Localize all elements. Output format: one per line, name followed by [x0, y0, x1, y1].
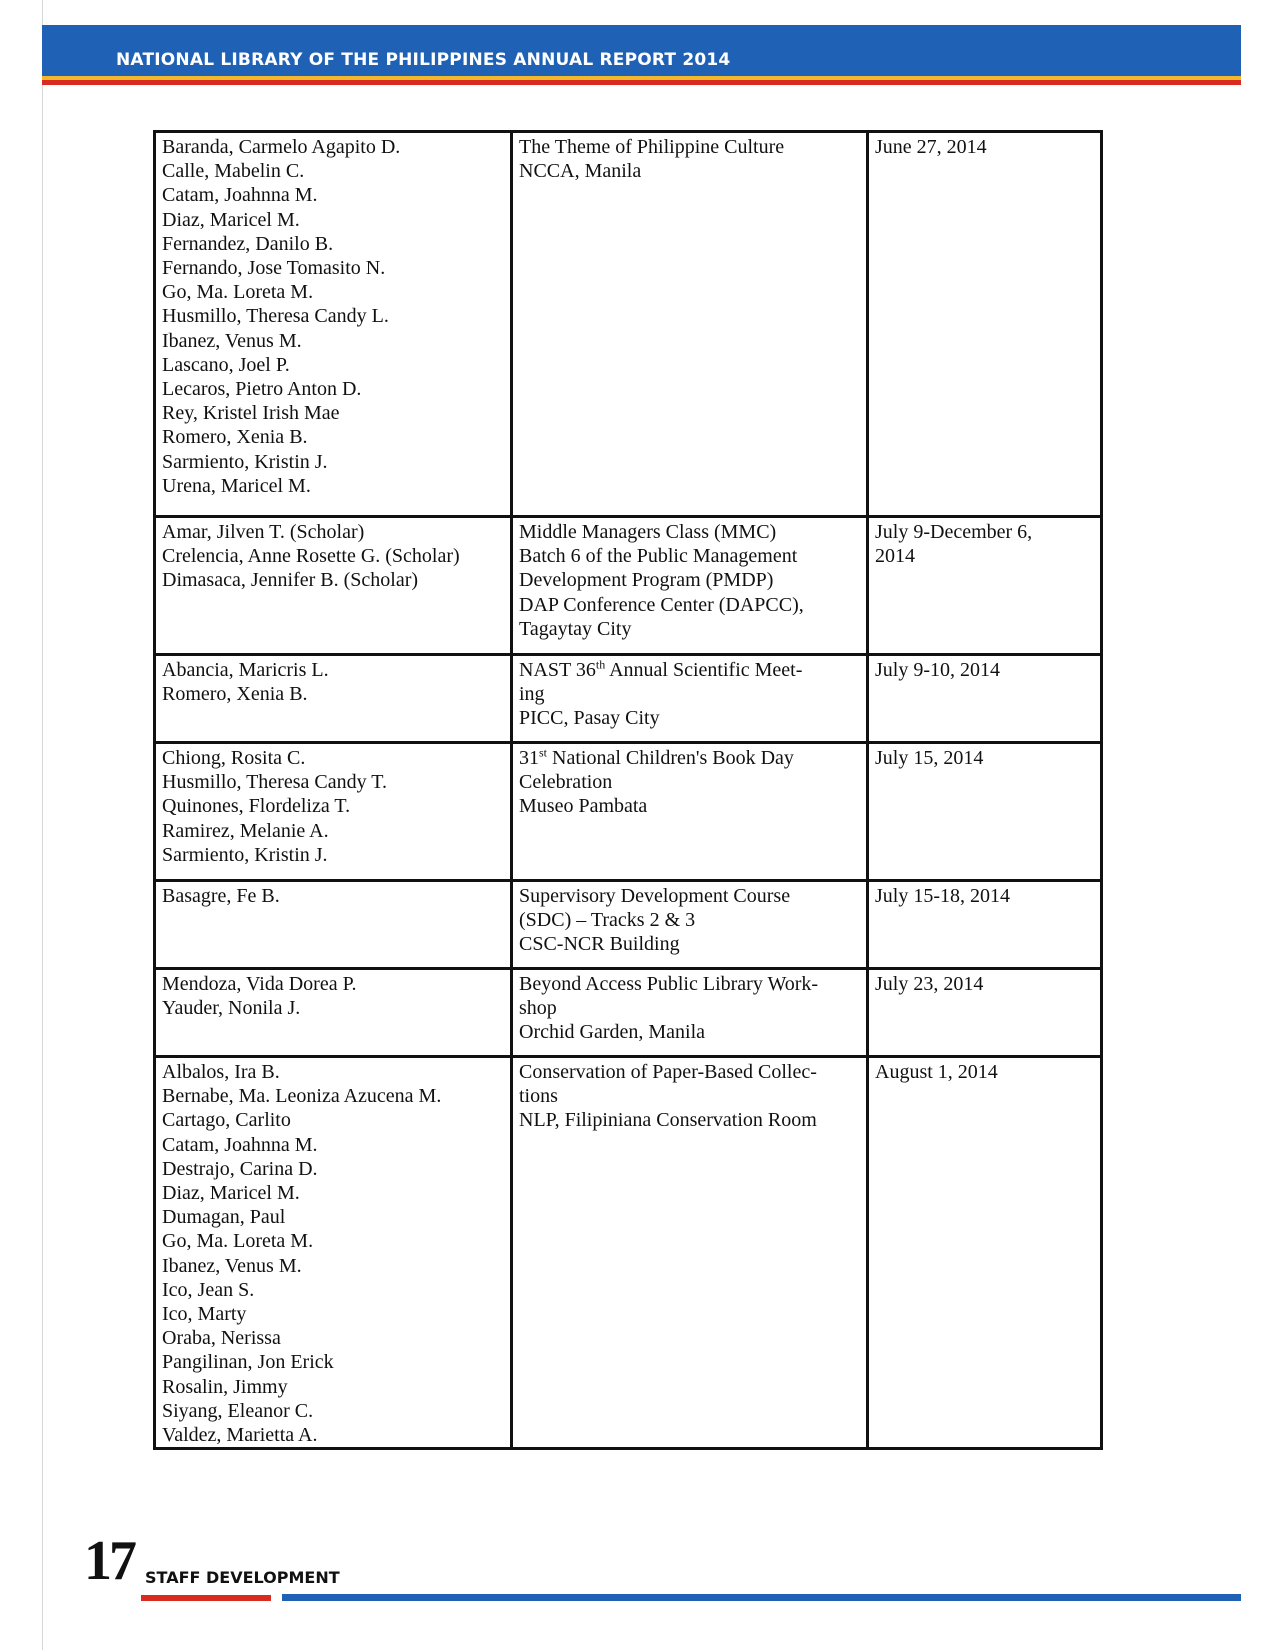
date-line: July 23, 2014: [875, 973, 984, 995]
participant-name: Valdez, Marietta A.: [162, 1424, 318, 1447]
ordinal-suffix: st: [539, 745, 548, 760]
event-line: NCCA, Manila: [519, 160, 642, 183]
event-line: The Theme of Philippine Culture: [519, 136, 785, 158]
participant-name: Amar, Jilven T. (Scholar): [162, 521, 365, 543]
participant-name: Sarmiento, Kristin J.: [162, 450, 328, 473]
participant-name: Yauder, Nonila J.: [162, 997, 301, 1020]
event-cell: [512, 1057, 868, 1449]
event-line: shop: [519, 997, 557, 1020]
table-row: [155, 969, 1102, 1057]
report-header-title: NATIONAL LIBRARY OF THE PHILIPPINES ANNUAL REPORT 2014: [116, 50, 731, 70]
event-cell: [512, 743, 868, 881]
event-line: (SDC) – Tracks 2 & 3: [519, 909, 696, 932]
date-cell: [868, 517, 1102, 655]
participants-cell: [155, 517, 512, 655]
event-line: tions: [519, 1085, 558, 1108]
date-cell: [868, 881, 1102, 969]
table-row: [155, 1057, 1102, 1449]
event-cell: [512, 132, 868, 517]
section-title: STAFF DEVELOPMENT: [145, 1568, 340, 1587]
date-line: July 15, 2014: [875, 747, 984, 769]
table-row: [155, 881, 1102, 969]
event-cell: [512, 517, 868, 655]
participant-name: Crelencia, Anne Rosette G. (Scholar): [162, 545, 460, 568]
event-line: Development Program (PMDP): [519, 569, 774, 592]
staff-development-table: [153, 130, 1103, 1450]
participants-cell: [155, 969, 512, 1057]
participant-name: Diaz, Maricel M.: [162, 1182, 300, 1205]
participant-name: Pangilinan, Jon Erick: [162, 1351, 334, 1374]
participant-name: Lecaros, Pietro Anton D.: [162, 378, 362, 401]
event-line: Supervisory Development Course: [519, 885, 791, 907]
participant-name: Ramirez, Melanie A.: [162, 819, 329, 842]
participant-name: Fernando, Jose Tomasito N.: [162, 257, 386, 280]
participant-name: Baranda, Carmelo Agapito D.: [162, 136, 401, 158]
participants-cell: [155, 881, 512, 969]
participant-name: Diaz, Maricel M.: [162, 208, 300, 231]
participant-name: Dumagan, Paul: [162, 1206, 286, 1229]
event-line-text: NAST 36: [519, 659, 596, 681]
table-row: [155, 517, 1102, 655]
event-line: Celebration: [519, 771, 613, 794]
date-cell: [868, 969, 1102, 1057]
date-line: June 27, 2014: [875, 136, 987, 158]
event-line: [519, 746, 860, 770]
date-cell: [868, 132, 1102, 517]
participant-name: Catam, Joahnna M.: [162, 1133, 318, 1156]
staff-development-table-body: [155, 132, 1102, 1449]
participant-name: Husmillo, Theresa Candy L.: [162, 305, 389, 328]
participant-name: Romero, Xenia B.: [162, 426, 308, 449]
event-line-text: 31: [519, 747, 539, 769]
event-line: Conservation of Paper-Based Collec-: [519, 1061, 817, 1083]
date-cell: [868, 1057, 1102, 1449]
event-line: Orchid Garden, Manila: [519, 1021, 706, 1044]
event-line: DAP Conference Center (DAPCC),: [519, 593, 804, 616]
event-line: Museo Pambata: [519, 795, 648, 818]
participant-name: Ico, Jean S.: [162, 1278, 255, 1301]
event-line: Beyond Access Public Library Work-: [519, 973, 819, 995]
participant-name: Ibanez, Venus M.: [162, 329, 302, 352]
date-line: 2014: [875, 545, 915, 568]
participants-cell: [155, 743, 512, 881]
date-line: July 9-10, 2014: [875, 659, 1000, 681]
participant-name: Quinones, Flordeliza T.: [162, 795, 351, 818]
participant-name: Ico, Marty: [162, 1303, 247, 1326]
table-row: [155, 743, 1102, 881]
event-cell: [512, 969, 868, 1057]
event-cell: [512, 655, 868, 743]
event-line: CSC-NCR Building: [519, 933, 680, 956]
participant-name: Albalos, Ira B.: [162, 1061, 280, 1083]
date-line: July 15-18, 2014: [875, 885, 1010, 907]
participant-name: Cartago, Carlito: [162, 1109, 291, 1132]
participant-name: Rey, Kristel Irish Mae: [162, 402, 340, 425]
participant-name: Fernandez, Danilo B.: [162, 232, 334, 255]
footer-red-bar: [141, 1595, 271, 1601]
ordinal-suffix: th: [595, 657, 606, 672]
event-line-text: Annual Scientific Meet-: [605, 659, 803, 681]
participant-name: Husmillo, Theresa Candy T.: [162, 771, 387, 794]
header-red-stripe: [42, 80, 1241, 85]
date-cell: [868, 743, 1102, 881]
participant-name: Calle, Mabelin C.: [162, 160, 305, 183]
participant-name: Ibanez, Venus M.: [162, 1254, 302, 1277]
event-line: Batch 6 of the Public Management: [519, 545, 798, 568]
participants-cell: [155, 132, 512, 517]
participant-name: Mendoza, Vida Dorea P.: [162, 973, 357, 995]
participant-name: Dimasaca, Jennifer B. (Scholar): [162, 569, 419, 592]
page-left-rule: [42, 0, 43, 1650]
participant-name: Chiong, Rosita C.: [162, 747, 306, 769]
participant-name: Basagre, Fe B.: [162, 885, 280, 907]
participant-name: Go, Ma. Loreta M.: [162, 281, 314, 304]
participant-name: Go, Ma. Loreta M.: [162, 1230, 314, 1253]
participant-name: Romero, Xenia B.: [162, 683, 308, 706]
participant-name: Catam, Joahnna M.: [162, 184, 318, 207]
participant-name: Bernabe, Ma. Leoniza Azucena M.: [162, 1085, 442, 1108]
date-line: August 1, 2014: [875, 1061, 998, 1083]
participant-name: Urena, Maricel M.: [162, 474, 311, 497]
participants-cell: [155, 655, 512, 743]
participant-name: Oraba, Nerissa: [162, 1327, 281, 1350]
table-row: [155, 132, 1102, 517]
table-row: [155, 655, 1102, 743]
event-line: PICC, Pasay City: [519, 707, 660, 730]
event-line-text: National Children's Book Day: [547, 747, 794, 769]
participants-cell: [155, 1057, 512, 1449]
participant-name: Rosalin, Jimmy: [162, 1375, 288, 1398]
event-cell: [512, 881, 868, 969]
footer-blue-bar: [282, 1594, 1241, 1601]
participant-name: Abancia, Maricris L.: [162, 659, 329, 681]
page-number: 17: [84, 1530, 134, 1592]
date-line: July 9-December 6,: [875, 521, 1033, 543]
participant-name: Siyang, Eleanor C.: [162, 1399, 314, 1422]
event-line: Middle Managers Class (MMC): [519, 521, 777, 543]
event-line: Tagaytay City: [519, 617, 632, 640]
event-line: ing: [519, 683, 545, 706]
date-cell: [868, 655, 1102, 743]
event-line: NLP, Filipiniana Conservation Room: [519, 1109, 817, 1132]
participant-name: Sarmiento, Kristin J.: [162, 843, 328, 866]
participant-name: Destrajo, Carina D.: [162, 1157, 318, 1180]
event-line: [519, 658, 860, 682]
participant-name: Lascano, Joel P.: [162, 353, 290, 376]
